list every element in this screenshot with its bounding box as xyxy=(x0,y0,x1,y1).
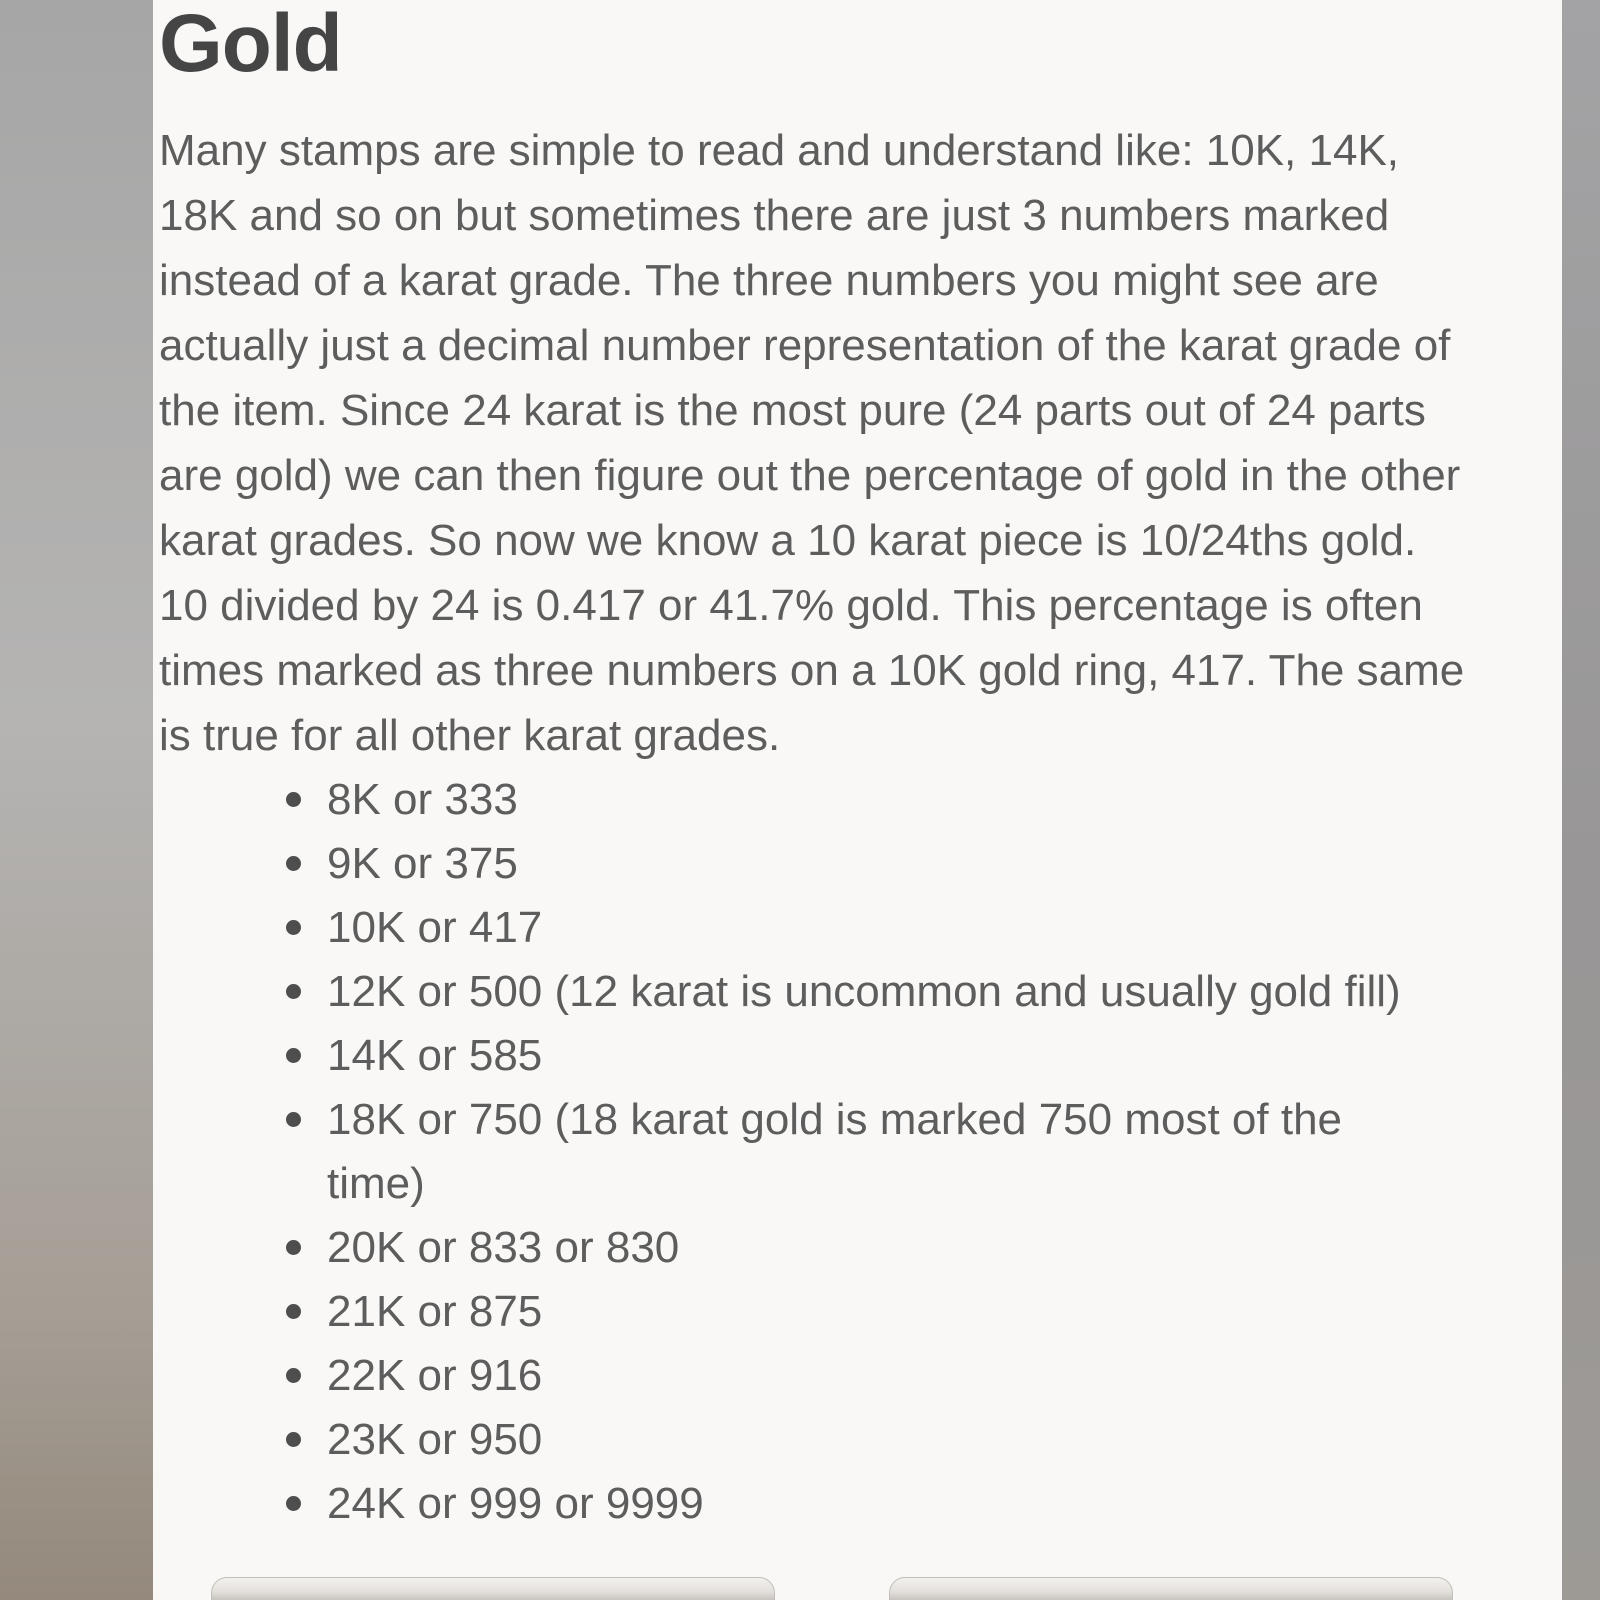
bullet-icon xyxy=(286,920,301,935)
karat-list-item xyxy=(159,1408,1562,1472)
bottom-right-button[interactable] xyxy=(889,1577,1453,1600)
karat-list-item xyxy=(159,832,1562,896)
bottom-left-button[interactable] xyxy=(211,1577,775,1600)
karat-list-item xyxy=(159,1216,1562,1280)
bullet-icon xyxy=(286,856,301,871)
karat-list-item-text: 9K or 375 xyxy=(327,839,518,888)
bullet-icon xyxy=(286,984,301,999)
karat-list-item-text: 22K or 916 xyxy=(327,1351,543,1400)
karat-list xyxy=(159,768,1562,1536)
bullet-icon xyxy=(286,1048,301,1063)
karat-list-item-text: 14K or 585 xyxy=(327,1031,543,1080)
page-title: Gold xyxy=(159,0,342,89)
bullet-icon xyxy=(286,1240,301,1255)
bullet-icon xyxy=(286,1304,301,1319)
karat-list-item xyxy=(159,1344,1562,1408)
karat-list-item xyxy=(159,768,1562,832)
karat-list-item-text: 8K or 333 xyxy=(327,775,518,824)
karat-list-item xyxy=(159,1024,1562,1088)
karat-list-item xyxy=(159,896,1562,960)
karat-list-item-text: 18K or 750 (18 karat gold is marked 750 most of the time) xyxy=(327,1095,1343,1208)
karat-list-item-text: 12K or 500 (12 karat is uncommon and usually gold fill) xyxy=(327,967,1401,1016)
bullet-icon xyxy=(286,1112,301,1127)
bullet-icon xyxy=(286,1496,301,1511)
karat-list-item-text: 20K or 833 or 830 xyxy=(327,1223,680,1272)
photo-border-right xyxy=(1562,0,1600,1600)
karat-list-item xyxy=(159,960,1562,1024)
karat-list-item xyxy=(159,1088,1562,1216)
karat-list-item xyxy=(159,1472,1562,1536)
karat-list-item-text: 10K or 417 xyxy=(327,903,543,952)
bullet-icon xyxy=(286,1368,301,1383)
bullet-icon xyxy=(286,1432,301,1447)
karat-list-item-text: 23K or 950 xyxy=(327,1415,543,1464)
bullet-icon xyxy=(286,792,301,807)
article-page xyxy=(153,0,1562,1600)
karat-list-item-text: 24K or 999 or 9999 xyxy=(327,1479,704,1528)
intro-paragraph: Many stamps are simple to read and understand like: 10K, 14K, 18K and so on but sometimes there are just 3 numbers marked instead of a karat grade. The three numbers you might see are actually just a decimal number representation of the karat grade of the item. Since 24 karat is the most pure (24 parts out of 24 parts are gold) we can then figure out the percentage of gold in the other karat grades. So now we know a 10 karat piece is 10/24ths gold. 10 divided by 24 is 0.417 or 41.7% gold. This percentage is often times marked as three numbers on a 10K gold ring, 417. The same is true for all other karat grades. xyxy=(159,126,1465,760)
karat-list-item-text: 21K or 875 xyxy=(327,1287,543,1336)
karat-list-item xyxy=(159,1280,1562,1344)
photo-border-left xyxy=(0,0,153,1600)
